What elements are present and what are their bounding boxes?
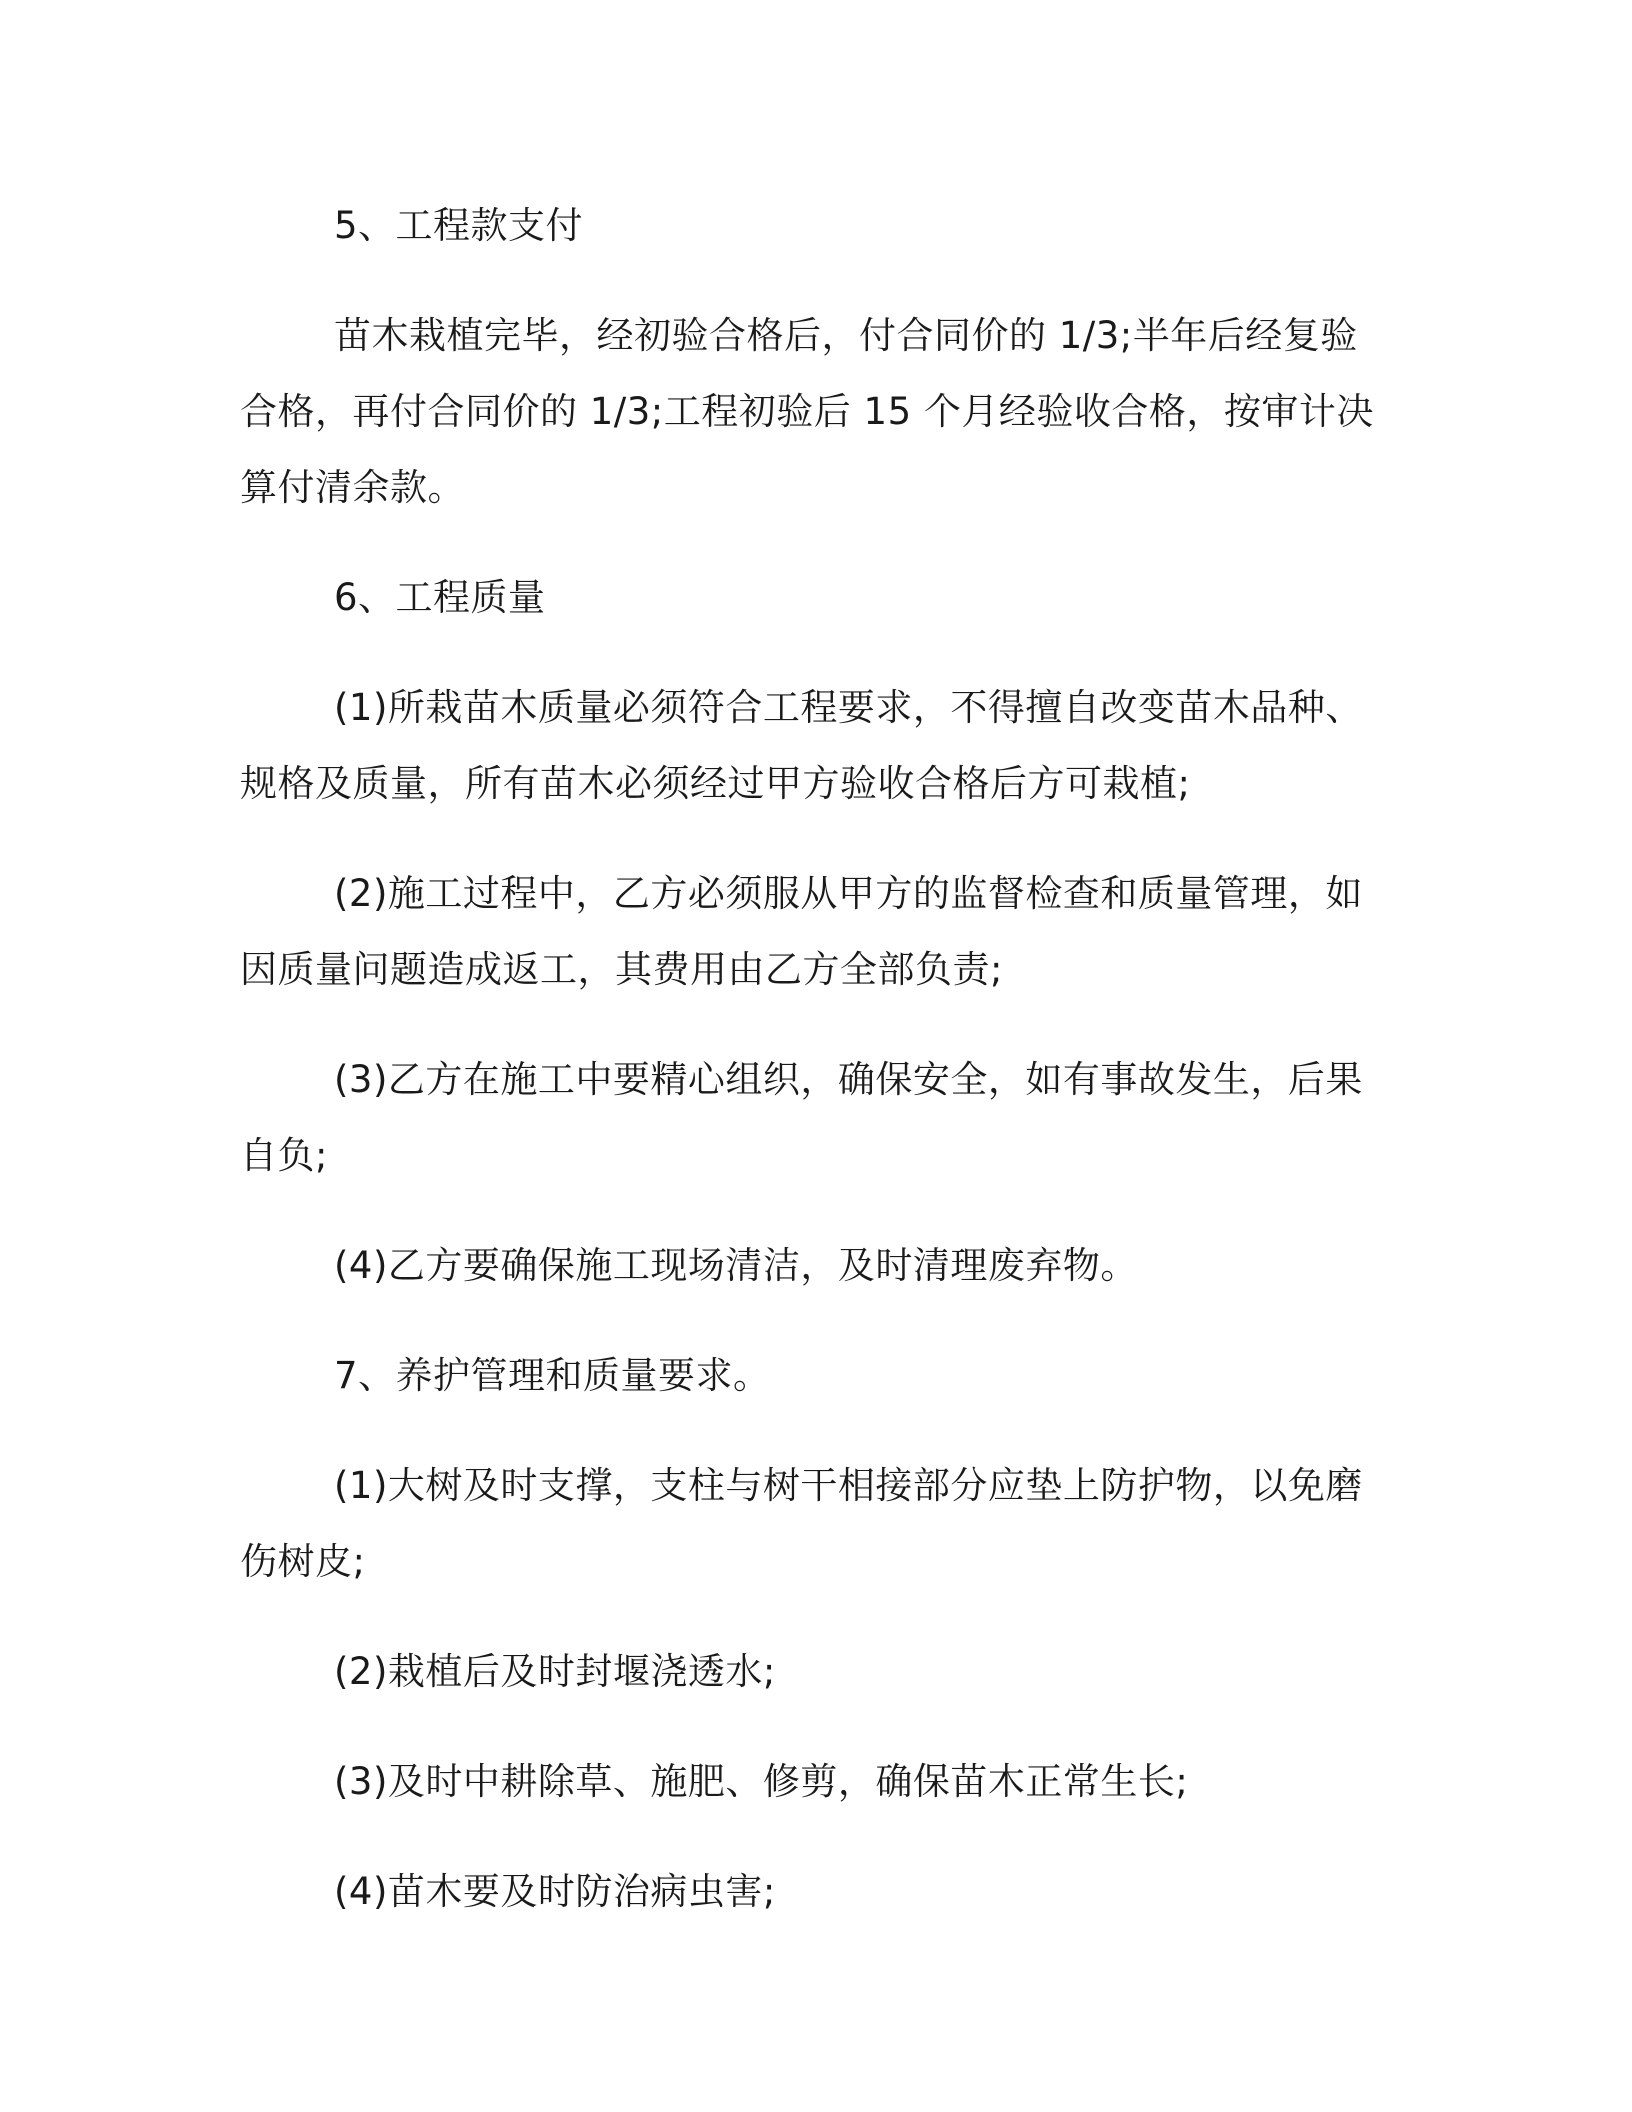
section-heading-maintenance: 7、养护管理和质量要求。 — [334, 1354, 771, 1397]
quality-item-4: (4)乙方要确保施工现场清洁，及时清理废弃物。 — [334, 1244, 1138, 1287]
maintenance-item-1: (1)大树及时支撑，支柱与树干相接部分应垫上防护物，以免磨伤树皮; — [240, 1464, 1363, 1583]
section-heading-quality: 6、工程质量 — [334, 576, 546, 619]
payment-terms-paragraph: 苗木栽植完毕，经初验合格后，付合同价的 1/3;半年后经复验合格，再付合同价的 1/3;工程初验后 15 个月经验收合格，按审计决算付清余款。 — [240, 314, 1374, 509]
maintenance-item-4: (4)苗木要及时防治病虫害; — [334, 1870, 776, 1913]
maintenance-item-2: (2)栽植后及时封堰浇透水; — [334, 1650, 776, 1693]
document-body — [240, 188, 1390, 1964]
quality-item-3: (3)乙方在施工中要精心组织，确保安全，如有事故发生，后果自负; — [240, 1058, 1363, 1177]
maintenance-item-3: (3)及时中耕除草、施肥、修剪，确保苗木正常生长; — [334, 1760, 1189, 1803]
section-heading-payment: 5、工程款支付 — [334, 204, 584, 247]
quality-item-1: (1)所栽苗木质量必须符合工程要求，不得擅自改变苗木品种、规格及质量，所有苗木必须经过甲方验收合格后方可栽植; — [240, 686, 1363, 805]
quality-item-2: (2)施工过程中，乙方必须服从甲方的监督检查和质量管理，如因质量问题造成返工，其费用由乙方全部负责; — [240, 872, 1363, 991]
